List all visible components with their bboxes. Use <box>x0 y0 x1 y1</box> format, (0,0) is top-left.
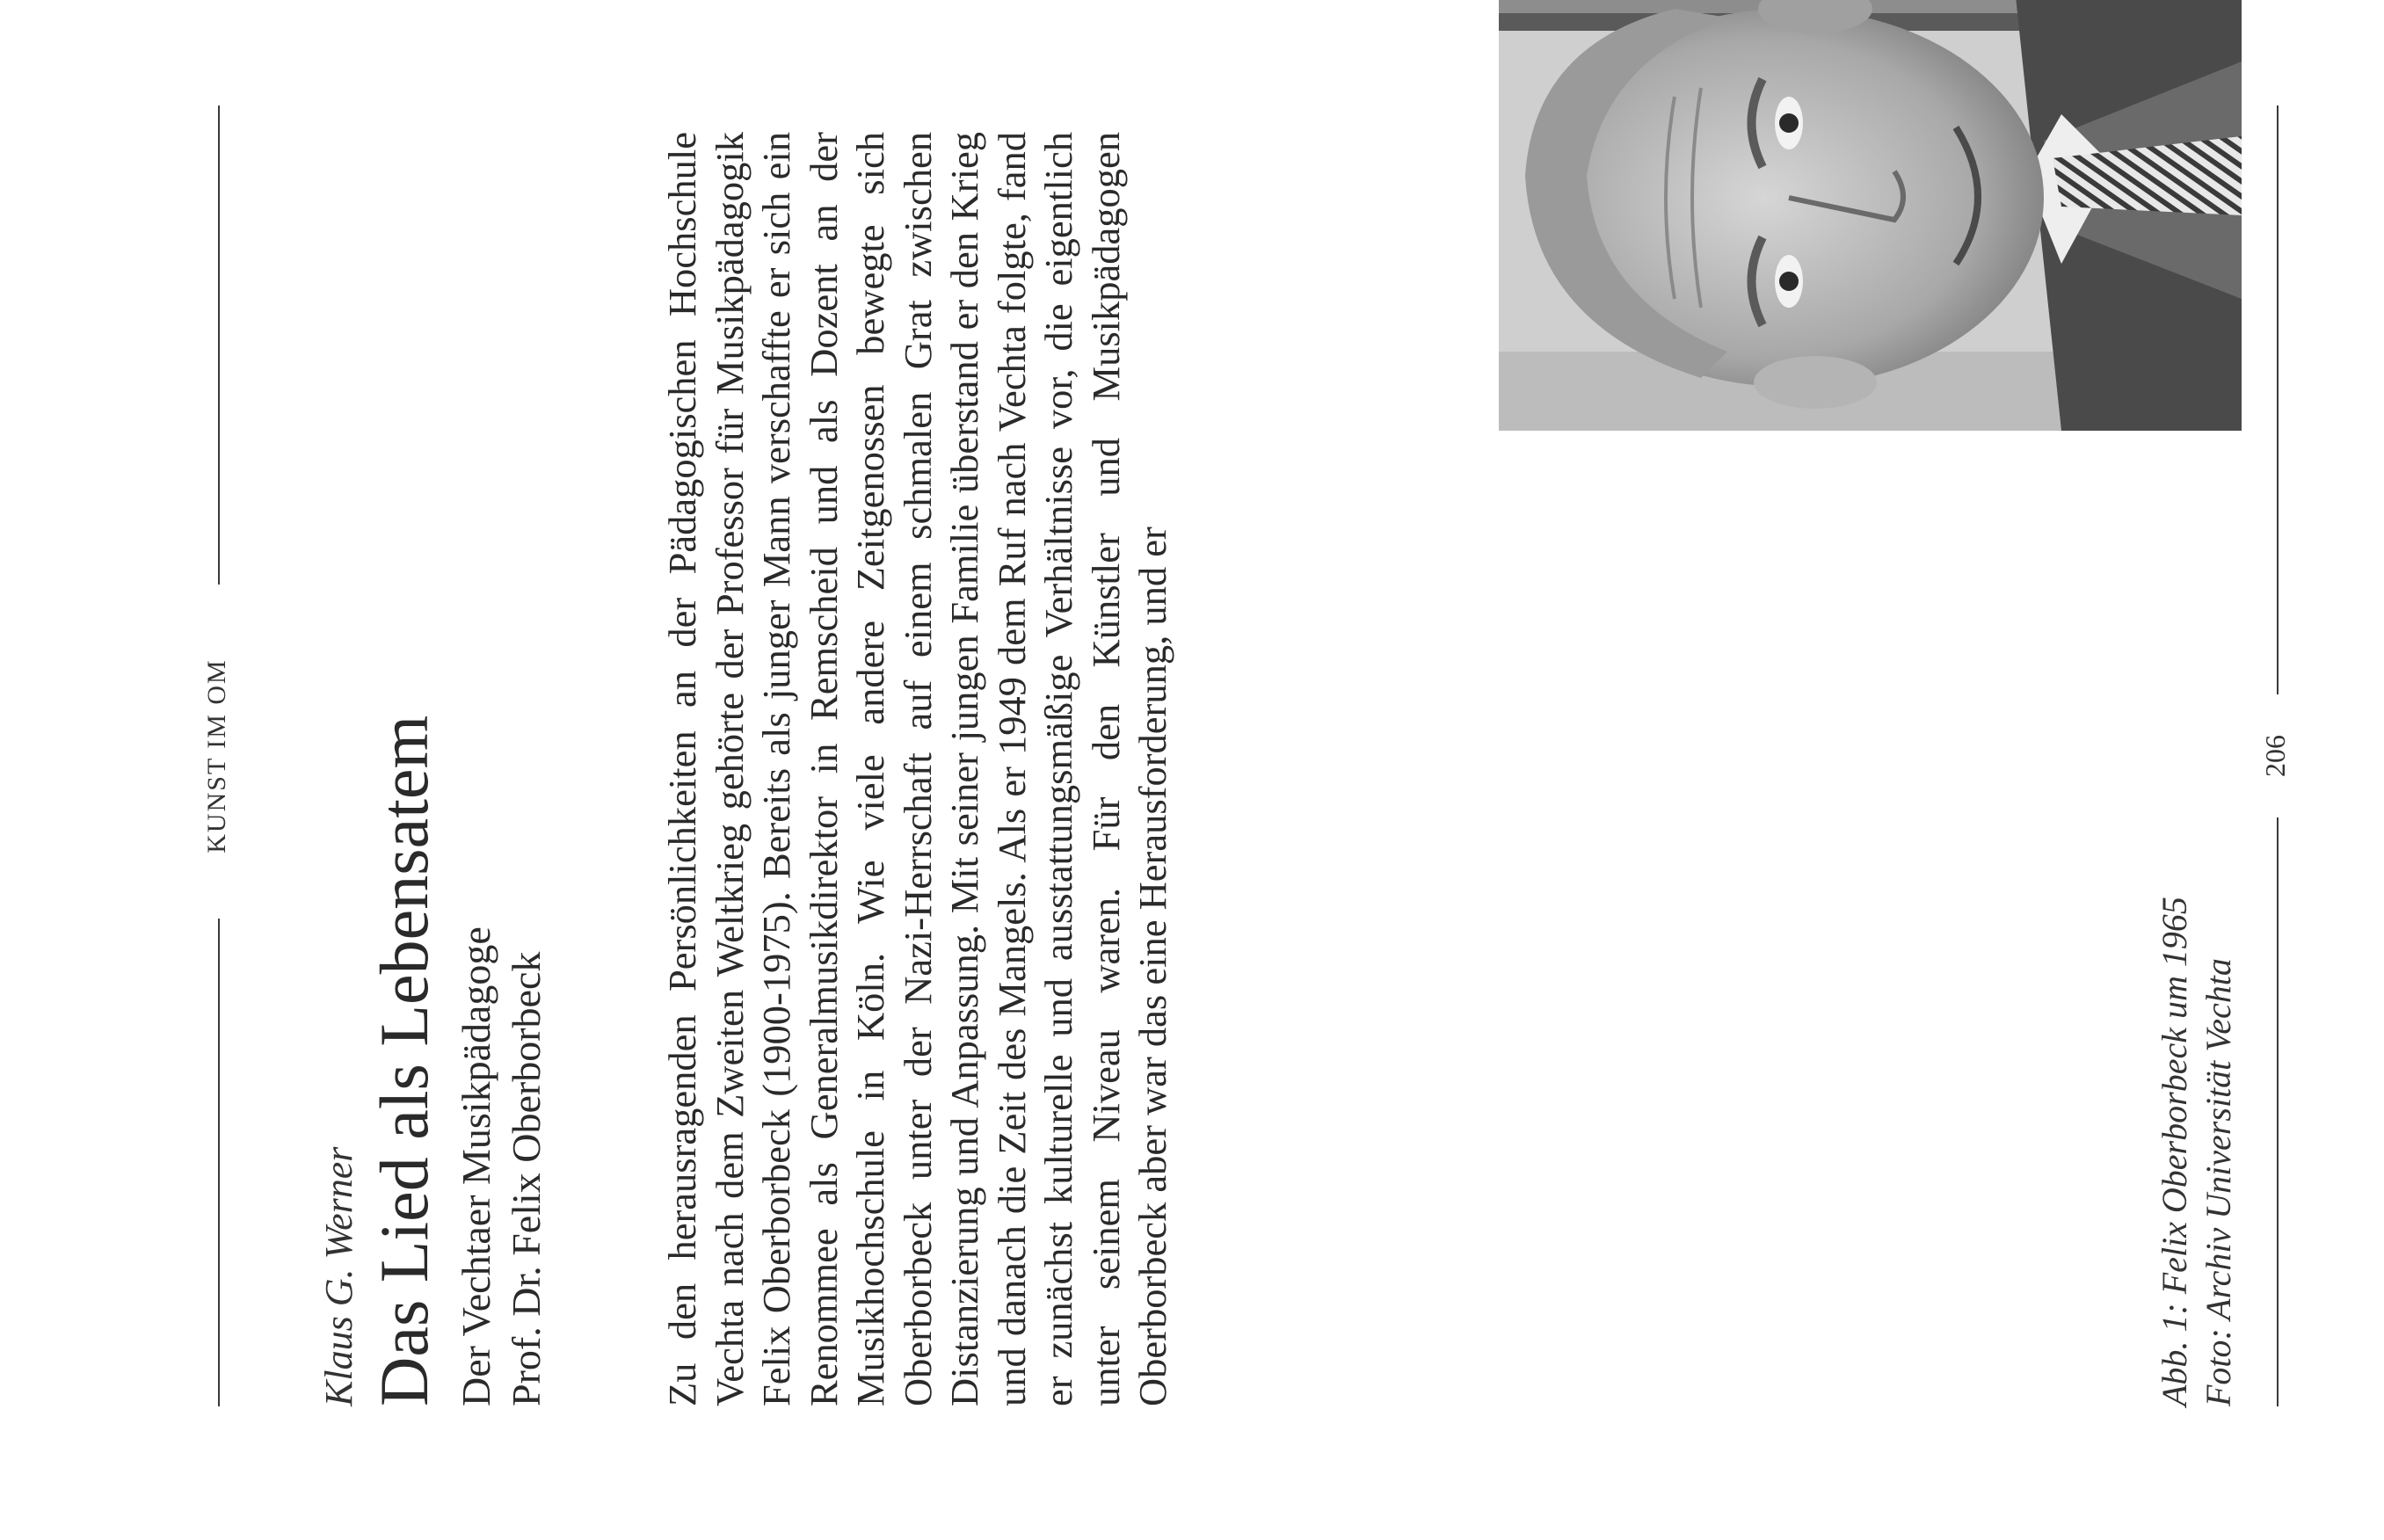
article-title: Das Lied als Lebensatem <box>366 715 442 1406</box>
footer-rule-left <box>2277 817 2279 1406</box>
photo-credit: Foto: Archiv Universität Vechta <box>2199 958 2238 1406</box>
author-name: Klaus G. Werner <box>317 1146 360 1406</box>
article-body: Zu den herausragenden Persönlichkeiten an der Pädagogischen Hochschule Vechta nach dem Zweiten Weltkrieg gehörte der Professor für Musikpädagogik Felix Oberborbeck (1900-1975). Bereits als junger Mann verschaffte er sich ein Renommee als Generalmusikdirektor in Remscheid und als Dozent an der Musikhochschule in Köln. Wie viele andere Zeitgenossen bewegte sich Oberborbeck unter der Nazi-Herrschaft auf einem schmalen Grat zwischen Distanzierung und Anpassung. Mit seiner jungen Familie überstand er den Krieg und danach die Zeit des Mangels. Als er 1949 dem Ruf nach Vechta folgte, fand er zunächst kulturelle und ausstattungsmäßige Verhältnisse vor, die eigentlich unter seinem Niveau waren. Für den Künstler und Musikpädagogen Oberborbeck aber war das eine Herausforderung, und er <box>660 132 1174 1406</box>
page-number: 206 <box>2259 735 2291 777</box>
portrait-photo <box>1499 0 2242 431</box>
rotated-page <box>105 35 2291 1477</box>
running-header: KUNST IM OM <box>202 658 231 854</box>
portrait-image <box>1499 0 2242 431</box>
article-subtitle-line1: Der Vechtaer Musikpädagoge <box>454 926 498 1406</box>
header-rule-right <box>218 105 220 585</box>
footer-rule-right <box>2277 105 2279 694</box>
figure-caption: Abb. 1: Felix Oberborbeck um 1965 <box>2155 897 2194 1406</box>
article-subtitle-line2: Prof. Dr. Felix Oberborbeck <box>504 951 549 1406</box>
